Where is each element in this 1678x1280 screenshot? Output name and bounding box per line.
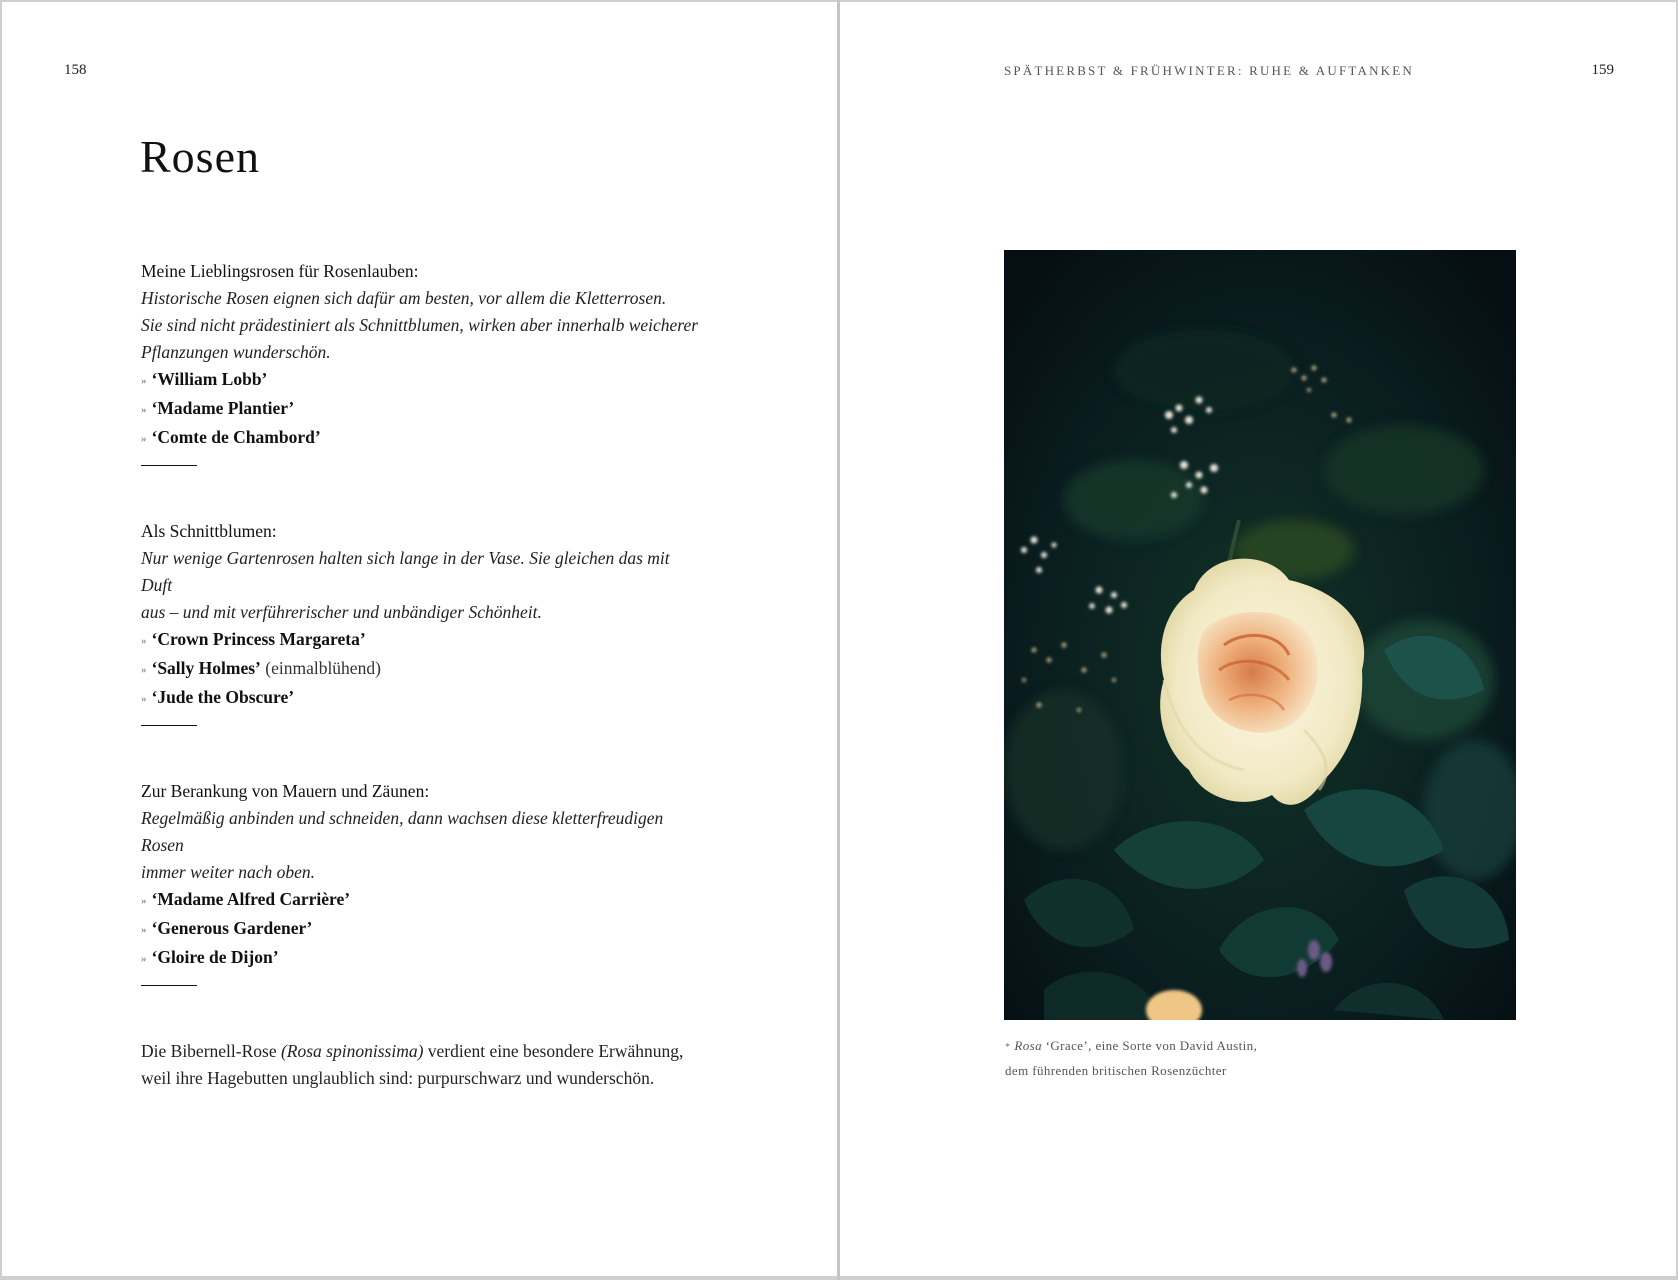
- photo-caption: [1005, 1034, 1525, 1082]
- closing-text-line2: weil ihre Hagebutten unglaublich sind: purpurschwarz und wunderschön.: [141, 1068, 655, 1088]
- rose-name: ‘Sally Holmes’: [151, 658, 261, 678]
- rose-name: ‘Madame Plantier’: [151, 398, 295, 418]
- rose-list: [141, 366, 701, 453]
- rose-list-item: [141, 915, 701, 944]
- rose-list: [141, 626, 701, 713]
- left-page: [2, 2, 837, 1276]
- section-description-line: Historische Rosen eignen sich dafür am besten, vor allem die Kletterrosen.: [141, 288, 667, 308]
- caption-line2: dem führenden britischen Rosenzüchter: [1005, 1063, 1227, 1078]
- closing-latin-name: (Rosa spinonissima): [280, 1041, 424, 1061]
- chapter-title: Rosen: [140, 131, 260, 182]
- section-description-line: Nur wenige Gartenrosen halten sich lange in der Vase. Sie gleichen das mit Duft: [141, 548, 670, 595]
- caption-genus: Rosa: [1014, 1038, 1043, 1053]
- section-divider: [141, 725, 197, 726]
- bullet-icon: »: [141, 693, 147, 705]
- rose-list: [141, 886, 701, 973]
- bullet-icon: »: [141, 895, 147, 907]
- section-description-line: Regelmäßig anbinden und schneiden, dann wachsen diese kletterfreudigen Rosen: [141, 808, 664, 855]
- section-heading: Zur Berankung von Mauern und Zäunen:: [141, 781, 430, 801]
- rose-name: ‘Crown Princess Margareta’: [151, 629, 366, 649]
- bullet-icon: »: [141, 664, 147, 676]
- rose-name: ‘William Lobb’: [151, 369, 268, 389]
- bullet-icon: »: [141, 953, 147, 965]
- section-heading: Als Schnittblumen:: [141, 521, 277, 541]
- rose-list-item: [141, 424, 701, 453]
- right-page: [840, 2, 1676, 1276]
- bullet-icon: »: [141, 924, 147, 936]
- bullet-icon: »: [141, 404, 147, 416]
- section-heading: Meine Lieblingsrosen für Rosenlauben:: [141, 261, 419, 281]
- rose-list-item: [141, 655, 701, 684]
- closing-text-start: Die Bibernell-Rose: [141, 1041, 281, 1061]
- rose-name: ‘Gloire de Dijon’: [151, 947, 279, 967]
- rose-note: (einmalblühend): [265, 658, 381, 678]
- rose-list-item: [141, 395, 701, 424]
- section-description-line: Pflanzungen wunderschön.: [141, 342, 331, 362]
- rose-list-item: [141, 684, 701, 713]
- caption-marker: *: [1005, 1042, 1011, 1053]
- section-divider: [141, 985, 197, 986]
- section-description-line: immer weiter nach oben.: [141, 862, 315, 882]
- rose-name: ‘Jude the Obscure’: [151, 687, 295, 707]
- rose-list-item: [141, 626, 701, 655]
- rose-section: [141, 258, 701, 466]
- bullet-icon: »: [141, 375, 147, 387]
- bullet-icon: »: [141, 635, 147, 647]
- running-head: SPÄTHERBST & FRÜHWINTER: RUHE & AUFTANKEN: [1004, 63, 1414, 78]
- rose-name: ‘Generous Gardener’: [151, 918, 313, 938]
- closing-paragraph: [141, 1038, 701, 1092]
- rose-sections: [141, 258, 701, 1092]
- rose-list-item: [141, 886, 701, 915]
- rose-name: ‘Madame Alfred Carrière’: [151, 889, 351, 909]
- rose-photo: [1004, 250, 1516, 1020]
- section-description-line: aus – und mit verführerischer und unbändiger Schönheit.: [141, 602, 542, 622]
- page-number-right: 159: [1591, 62, 1614, 78]
- rose-section: [141, 778, 701, 986]
- rose-list-item: [141, 944, 701, 973]
- sections-container: [141, 258, 701, 986]
- rose-list-item: [141, 366, 701, 395]
- caption-line1: ‘Grace’, eine Sorte von David Austin,: [1042, 1038, 1258, 1053]
- section-divider: [141, 465, 197, 466]
- rose-name: ‘Comte de Chambord’: [151, 427, 321, 447]
- page-number-left: 158: [64, 62, 87, 78]
- rose-photo-illustration: [1004, 250, 1516, 1020]
- section-description-line: Sie sind nicht prädestiniert als Schnittblumen, wirken aber innerhalb weicherer: [141, 315, 699, 335]
- rose-section: [141, 518, 701, 726]
- closing-text-end: verdient eine besondere Erwähnung,: [423, 1041, 684, 1061]
- bullet-icon: »: [141, 433, 147, 445]
